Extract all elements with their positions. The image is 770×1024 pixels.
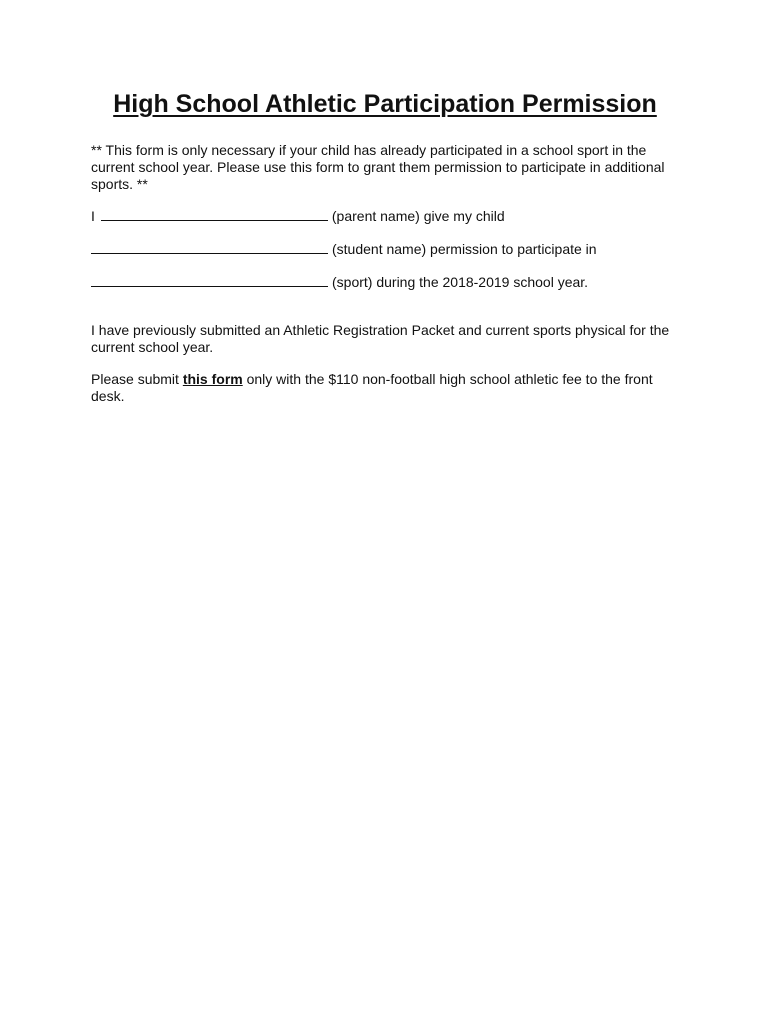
sport-row [91,273,588,291]
student-name-field[interactable] [91,240,328,254]
row2-suffix: (student name) permission to participate in [332,241,597,257]
sport-field[interactable] [91,273,328,287]
row1-suffix: (parent name) give my child [331,208,505,224]
intro-note: ** This form is only necessary if your child has already participated in a school sport in the current school year. Please use this form to grant them permission to participate in additional sports. ** [91,142,665,192]
this-form-emphasis: this form [182,371,243,387]
row3-suffix: (sport) during the 2018-2019 school year. [332,274,589,290]
parent-name-field[interactable] [101,207,328,221]
submission-text-after: only with the $110 non-football high school athletic fee to the front desk. [91,371,653,404]
row1-prefix: I [91,208,95,224]
parent-name-row [91,207,505,225]
form-title: High School Athletic Participation Permission [113,90,657,118]
submission-instructions [91,371,681,405]
submission-text-before: Please submit [91,371,183,387]
student-name-row [91,240,597,258]
registration-statement: I have previously submitted an Athletic Registration Packet and current sports physical for the current school year. [91,322,670,355]
